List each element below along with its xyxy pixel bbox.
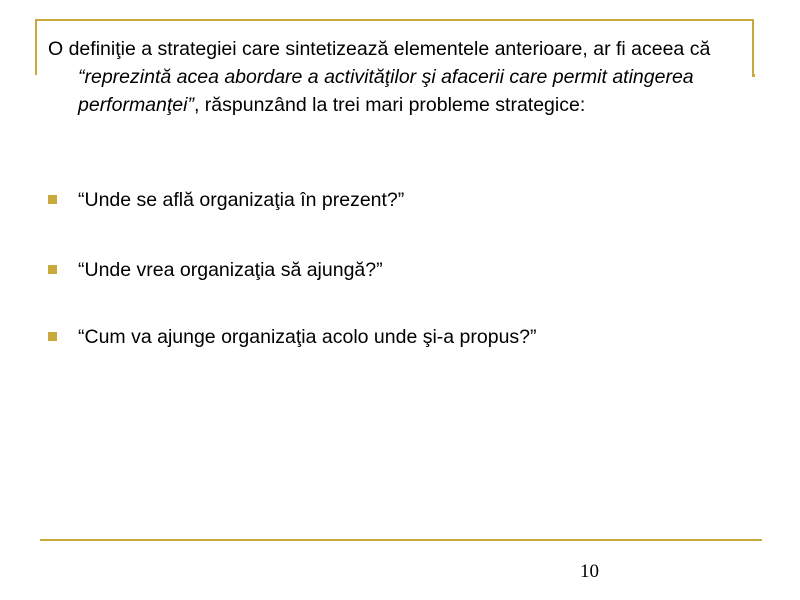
intro-text-end: , răspunzând la trei mari probleme strategice: [193, 94, 586, 116]
frame-left-line [35, 19, 37, 75]
frame-corner-dot [752, 74, 755, 77]
intro-quote: “reprezintă acea abordare a activităţilor şi afacerii care permit atingerea performanţei” [78, 66, 694, 116]
frame-top-line [35, 19, 754, 21]
footer-line [40, 539, 762, 541]
square-bullet-icon [48, 265, 57, 274]
slide-content [48, 35, 752, 348]
bullet-text: “Cum va ajunge organizaţia acolo unde şi-a propus?” [78, 326, 537, 348]
bullet-text: “Unde vrea organizaţia să ajungă?” [78, 259, 383, 281]
page-number: 10 [580, 561, 599, 582]
frame-right-line [752, 19, 754, 75]
intro-text-start: O definiţie a strategiei care sintetizează elementele anterioare, ar fi aceea că [48, 38, 711, 60]
intro-paragraph [48, 35, 752, 119]
square-bullet-icon [48, 195, 57, 204]
bullet-text: “Unde se află organizaţia în prezent?” [78, 189, 405, 211]
square-bullet-icon [48, 332, 57, 341]
